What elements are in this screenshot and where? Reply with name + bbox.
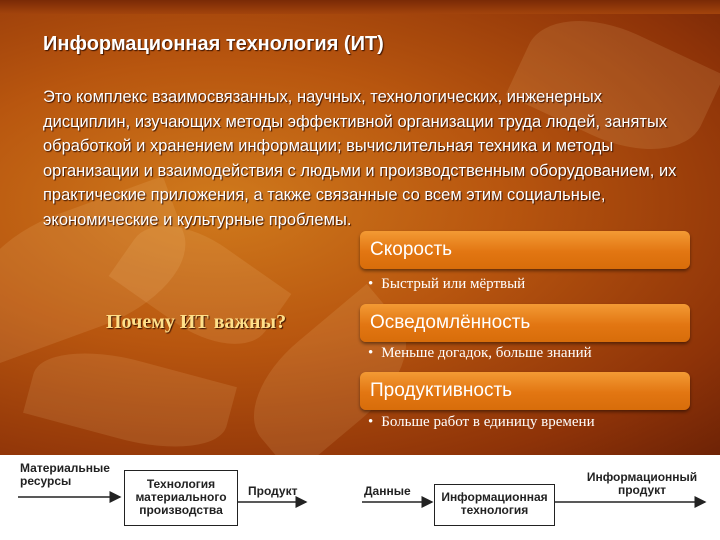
reason-detail-text: Быстрый или мёртвый bbox=[381, 276, 526, 292]
reason-box-productivity bbox=[360, 372, 690, 410]
reason-detail-speed bbox=[368, 276, 525, 293]
reason-box-speed bbox=[360, 231, 690, 269]
right-process-label: Информационная технология bbox=[441, 490, 548, 517]
left-input-label: Материальные ресурсы bbox=[20, 461, 110, 488]
left-process-box bbox=[124, 470, 238, 526]
reason-heading: Скорость bbox=[370, 239, 453, 260]
right-process-box bbox=[434, 484, 555, 526]
slide-top-bar bbox=[0, 0, 720, 14]
definition-text: Это комплекс взаимосвязанных, научных, технологических, инженерных дисциплин, изучающих методы эффективной организации труда людей, занятых обработкой и хранением информации; вычислительная техника и методы организации и взаимодействия с людьми и производственным оборудованием, их практические приложения, а также связанные со всем этим социальные, экономические и культурные проблемы. bbox=[43, 88, 677, 229]
reason-detail-text: Меньше догадок, больше знаний bbox=[381, 345, 592, 361]
slide-title: Информационная технология (ИТ) bbox=[43, 33, 384, 55]
right-input-label: Данные bbox=[364, 484, 411, 498]
right-output-label: Информационный продукт bbox=[586, 470, 698, 497]
left-output-label: Продукт bbox=[248, 484, 298, 498]
bullet-icon: • bbox=[368, 276, 374, 292]
reason-heading: Продуктивность bbox=[370, 380, 513, 401]
reason-detail-productivity bbox=[368, 414, 595, 431]
decorative-leaf bbox=[23, 335, 237, 455]
bullet-icon: • bbox=[368, 345, 374, 361]
reason-heading: Осведомлённость bbox=[370, 312, 531, 333]
reason-detail-text: Больше работ в единицу времени bbox=[381, 414, 595, 430]
bullet-icon: • bbox=[368, 414, 374, 430]
question-heading: Почему ИТ важны? bbox=[106, 311, 287, 333]
reason-detail-awareness bbox=[368, 345, 592, 362]
reason-box-awareness bbox=[360, 304, 690, 342]
process-diagram bbox=[0, 455, 720, 540]
left-process-label: Технология материального производства bbox=[135, 477, 227, 517]
